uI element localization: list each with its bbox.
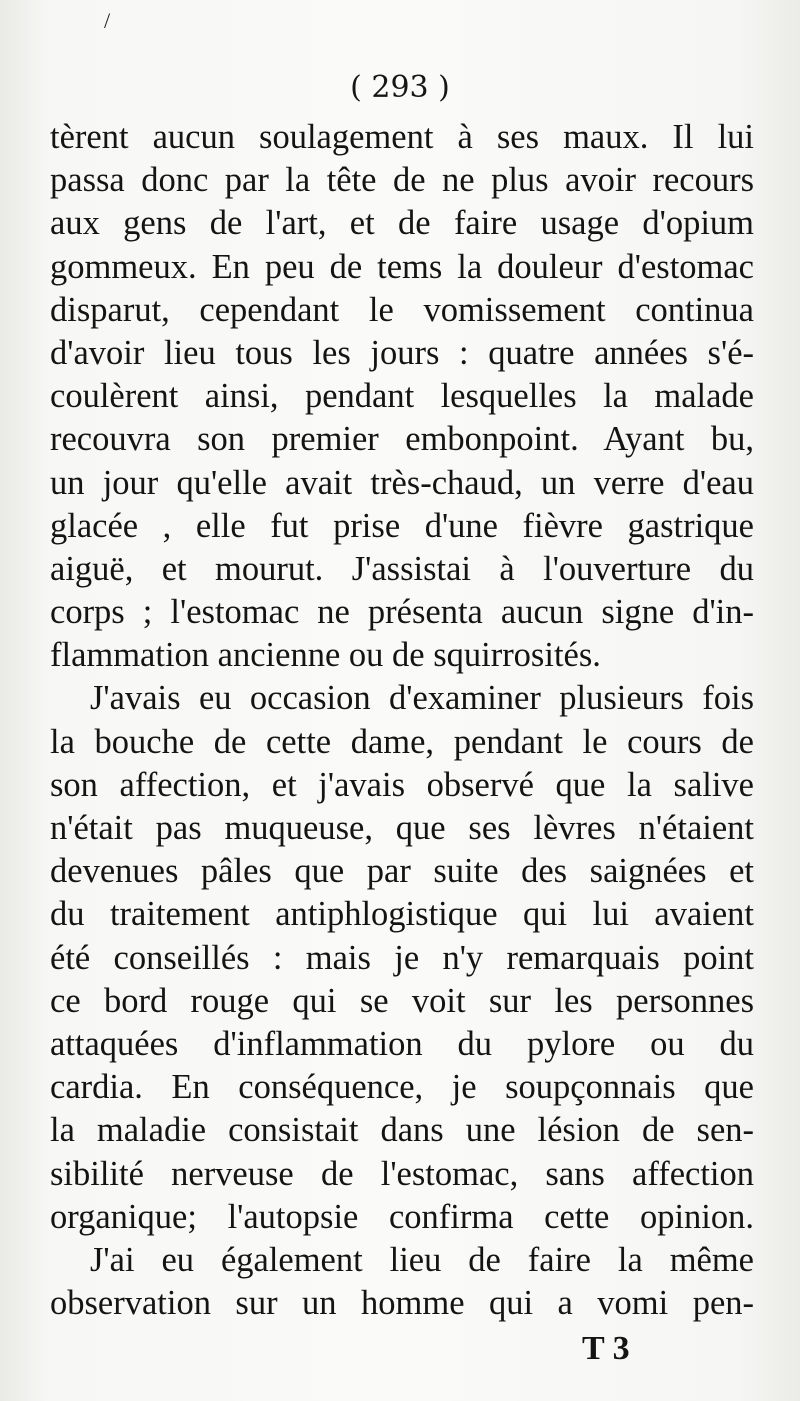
text-line: coulèrent ainsi, pendant lesquelles la malade	[50, 377, 754, 416]
text-line: la bouche de cette dame, pendant le cours de	[50, 722, 754, 761]
text-line: sibilité nerveuse de l'estomac, sans affection	[50, 1154, 754, 1193]
text-line: la maladie consistait dans une lésion de sen-	[50, 1111, 754, 1150]
text-line: glacée , elle fut prise d'une fièvre gastrique	[50, 506, 754, 545]
text-line: tèrent aucun soulagement à ses maux. Il lui	[50, 118, 754, 156]
paragraph-end-line: organique; l'autopsie confirma cette opinion.	[50, 1197, 754, 1236]
text-line: attaquées d'inflammation du pylore ou du	[50, 1024, 754, 1063]
text-line: recouvra son premier embonpoint. Ayant bu,	[50, 420, 754, 459]
text-line: d'avoir lieu tous les jours : quatre années s'é-	[50, 333, 754, 372]
text-line: corps ; l'estomac ne présenta aucun signe d'in-	[50, 593, 754, 632]
signature-mark: T 3	[582, 1330, 630, 1367]
page-number: ( 293 )	[350, 70, 450, 105]
text-line: du traitement antiphlogistique qui lui avaient	[50, 895, 754, 934]
text-line: devenues pâles que par suite des saignées et	[50, 852, 754, 891]
text-line: passa donc par la tête de ne plus avoir recours	[50, 161, 754, 200]
text-line: son affection, et j'avais observé que la salive	[50, 765, 754, 804]
text-line: cardia. En conséquence, je soupçonnais que	[50, 1068, 754, 1107]
paragraph-start-line: J'avais eu occasion d'examiner plusieurs fois	[90, 679, 754, 718]
paragraph-end-line: flammation ancienne ou de squirrosités.	[50, 636, 601, 675]
text-line: n'était pas muqueuse, que ses lèvres n'étaient	[50, 809, 754, 847]
paragraph-start-line: J'ai eu également lieu de faire la même	[90, 1240, 754, 1279]
text-line: gommeux. En peu de tems la douleur d'estomac	[50, 247, 754, 286]
text-line: observation sur un homme qui a vomi pen-	[50, 1284, 754, 1323]
text-line: ce bord rouge qui se voit sur les personnes	[50, 981, 754, 1020]
text-line: disparut, cependant le vomissement continua	[50, 290, 754, 329]
text-line: aiguë, et mourut. J'assistai à l'ouverture du	[50, 549, 754, 588]
corner-mark: /	[104, 8, 111, 33]
text-line: été conseillés : mais je n'y remarquais point	[50, 938, 754, 977]
text-line: un jour qu'elle avait très-chaud, un verre d'eau	[50, 463, 754, 502]
text-line: aux gens de l'art, et de faire usage d'opium	[50, 204, 754, 243]
body-text	[50, 116, 754, 1325]
